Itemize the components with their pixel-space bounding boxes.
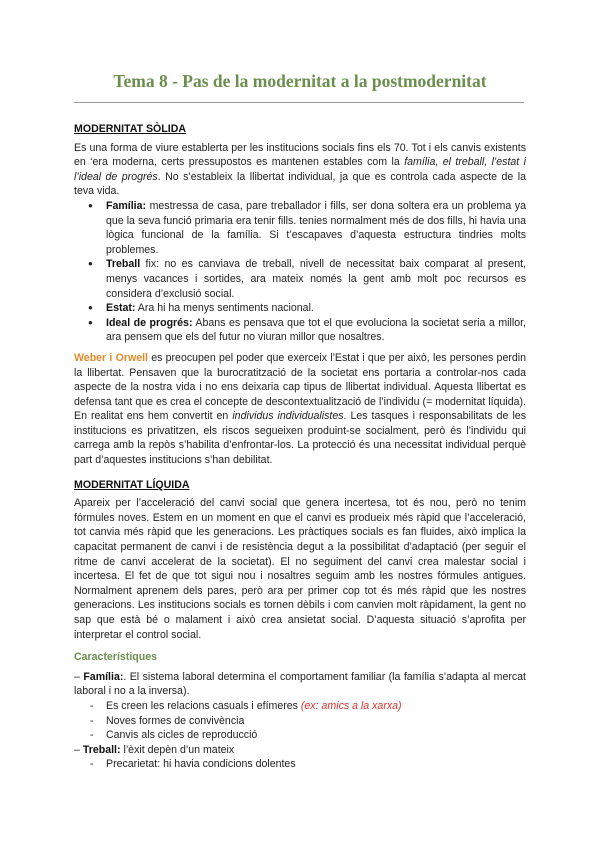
list-item — [106, 257, 526, 301]
section-heading-liquida: MODERNITAT LÍQUIDA — [74, 478, 190, 491]
list-item — [106, 699, 526, 714]
solida-intro-text-a: Es una forma de viure establerta per les institucions socials fins els 70. Tot i els canvis existents en ‘era moderna, certs pressupostos es mantenen estables com la — [74, 141, 526, 169]
familia-line — [74, 670, 526, 699]
title-divider — [74, 102, 524, 103]
item-text: Canvis als cicles de reproducció — [106, 729, 258, 742]
weber-italic: individus individualistes — [232, 410, 344, 423]
dash-prefix: – — [74, 743, 83, 756]
familia-list — [74, 699, 526, 743]
bullet-text: mestressa de casa, pare treballador i fills, ser dona soltera era un problema ya que la seva funció primaria era tenir fills. tenies normalment més de dos fills, hi havia una lògica funcional de la família. Si t’escapaves d’aquesta estructura tindries molts problemes. — [106, 199, 526, 256]
item-note: (ex: amics a la xarxa) — [300, 699, 402, 712]
weber-text-b: . Les tasques i responsabilitats de les institucions es privatitzen, els riscos segueixen produint-se socialment, però és l’individu qui carrega amb la repòs s’habilita d’enfrontar-los. La protecció és una necessitat individual perquè part d’aquestes institucions s’han debilitat. — [74, 410, 526, 467]
bullet-term: Ideal de progrés: — [106, 316, 193, 329]
liquida-paragraph: Apareix per l’acceleració del canvi social que genera incertesa, tot és nou, però no tenim fórmules noves. Estem en un moment en que el canvi es produeix més ràpid que l’acceleració, tot canvia més ràpid que les generacions. Les pràctiques socials es fan fluides, això implica la capacitat permanent de canvi i de resistència degut a la possibilitat d’adaptació (per seguir el ritme de canvi accelerat de la societat). El no seguiment del canvi crea malestar social i incertesa. El fet de que tot sigui nou i nosaltres seguim amb les nostres fórmules antigues. Normalment aprenem dels pares, però ara per primer cop tot és més ràpid que les nostres generacions. Les institucions socials es tornen dèbils i com canvien molt ràpidament, la gent no sap que està bé o malament i això crea ansietat social. D’aquesta situació s’aprofita per interpretar el control social. — [74, 497, 526, 641]
item-text: Precarietat: hi havia condicions dolentes — [106, 758, 296, 771]
item-text: Es creen les relacions casuals i efímeres — [106, 699, 301, 712]
familia-term: Família: — [83, 670, 124, 683]
list-item — [106, 316, 526, 345]
list-item — [106, 714, 526, 729]
weber-orwell-name: Weber i Orwell — [74, 351, 148, 364]
bullet-text: Abans es pensava que tot el que evoluciona la societat seria a millor, ara pensem que els del futur no viuran millor que nosaltres. — [106, 316, 526, 344]
section-heading-solida: MODERNITAT SÒLIDA — [74, 123, 187, 135]
page-title: Tema 8 - Pas de la modernitat a la postmodernitat — [113, 71, 487, 91]
solida-bullet-list — [74, 199, 526, 345]
list-item — [106, 757, 526, 772]
bullet-term: Treball — [106, 258, 141, 271]
treball-term: Treball: — [82, 743, 121, 756]
caracteristiques-heading: Característiques — [74, 651, 158, 664]
document-body — [74, 122, 526, 772]
bullet-text: Ara hi ha menys sentiments nacional. — [135, 302, 314, 315]
solida-intro-text-b: . No s’estableix la llibertat individual, ja que es controla cada aspecte de la teva vida. — [74, 170, 527, 198]
weber-text-a: es preocupen pel poder que exerceix l’Estat i que per això, les persones perdin la llibertat. Pensaven que la burocratització de la societat ens portaria a controlar-nos cada aspecte de la nostra vida i no ens deixaria cap tipus de llibertat individual. Aquesta llibertat es defensa tant que es crea el concepte de descontextualització de l’individu (= modernitat líquida). En realitat ens hem convertit en — [74, 351, 526, 423]
item-text: Noves formes de convivència — [106, 714, 245, 727]
familia-text: . El sistema laboral determina el comportament familiar (la família s’adapta al mercat laboral i no a la inversa). — [74, 670, 526, 698]
list-item — [106, 728, 526, 743]
bullet-text: fix: no es canviava de treball, nivell de necessitat baix comparat al present, menys vacances i sortides, ara mateix només la gent amb molt poc recursos es considera d’exclusió social. — [106, 258, 526, 300]
treball-text: l’èxit depèn d’un mateix — [120, 743, 235, 756]
solida-intro-italic: família, el treball, l’estat i l’ideal de progrés — [74, 156, 526, 183]
list-item — [106, 199, 526, 257]
solida-intro — [74, 141, 526, 199]
dash-prefix: – — [74, 670, 84, 683]
weber-orwell-paragraph — [74, 351, 526, 468]
bullet-term: Estat: — [106, 302, 136, 315]
treball-list — [74, 757, 526, 772]
treball-line — [74, 743, 526, 758]
bullet-term: Família: — [106, 199, 147, 212]
list-item — [106, 301, 526, 316]
